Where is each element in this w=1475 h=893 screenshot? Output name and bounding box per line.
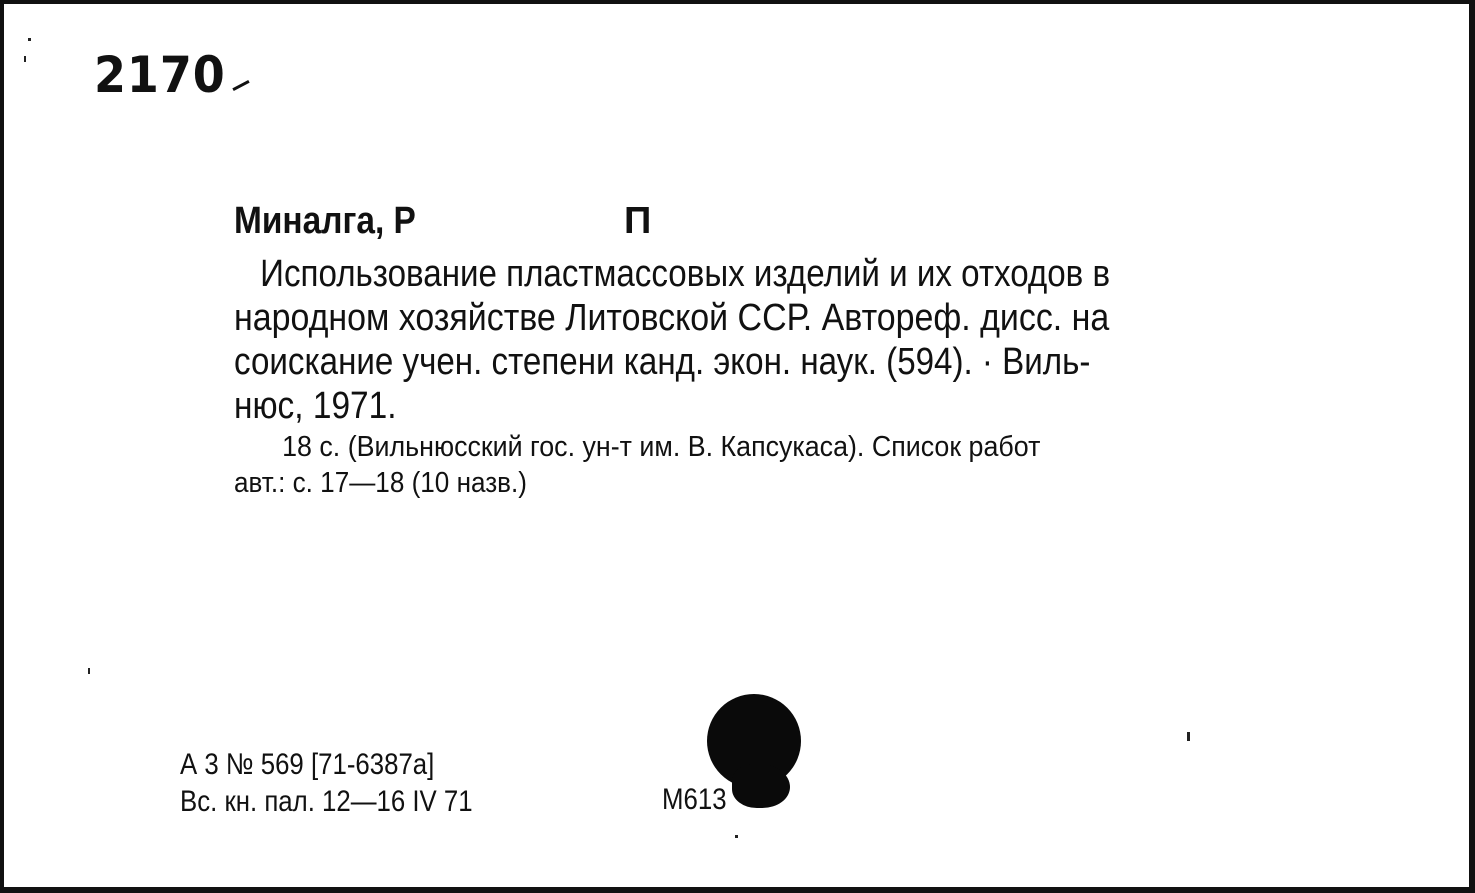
margin-mark: [1187, 732, 1190, 741]
margin-mark: [24, 56, 26, 62]
note-line: 18 с. (Вильнюсский гос. ун-т им. В. Капсукаса). Список работ: [282, 431, 1041, 463]
footer-line: А 3 № 569 [71-6387а]: [180, 748, 435, 781]
note-line: авт.: с. 17—18 (10 назв.): [234, 467, 527, 499]
handwritten-number: 2170: [94, 46, 226, 104]
body-line: нюс, 1971.: [234, 385, 397, 427]
author-initial: П: [624, 200, 652, 242]
body-line: Использование пластмассовых изделий и их отходов в: [260, 253, 1111, 295]
author-name: Миналга, Р: [234, 200, 416, 242]
handwritten-tick: [232, 80, 249, 91]
margin-mark: [88, 668, 90, 674]
punch-hole-smudge: [732, 764, 790, 808]
footer-line: Вс. кн. пал. 12—16 IV 71: [180, 785, 473, 818]
body-line: соискание учен. степени канд. экон. наук. (594). · Виль-: [234, 341, 1091, 383]
physical-description: [234, 429, 1394, 501]
registration-footer: [180, 746, 520, 820]
shelf-code: М613: [662, 783, 727, 816]
body-line: народном хозяйстве Литовской ССР. Автореф. дисс. на: [234, 297, 1110, 339]
title-description: [234, 252, 1394, 428]
margin-mark: [735, 835, 738, 838]
margin-mark: [28, 38, 31, 41]
